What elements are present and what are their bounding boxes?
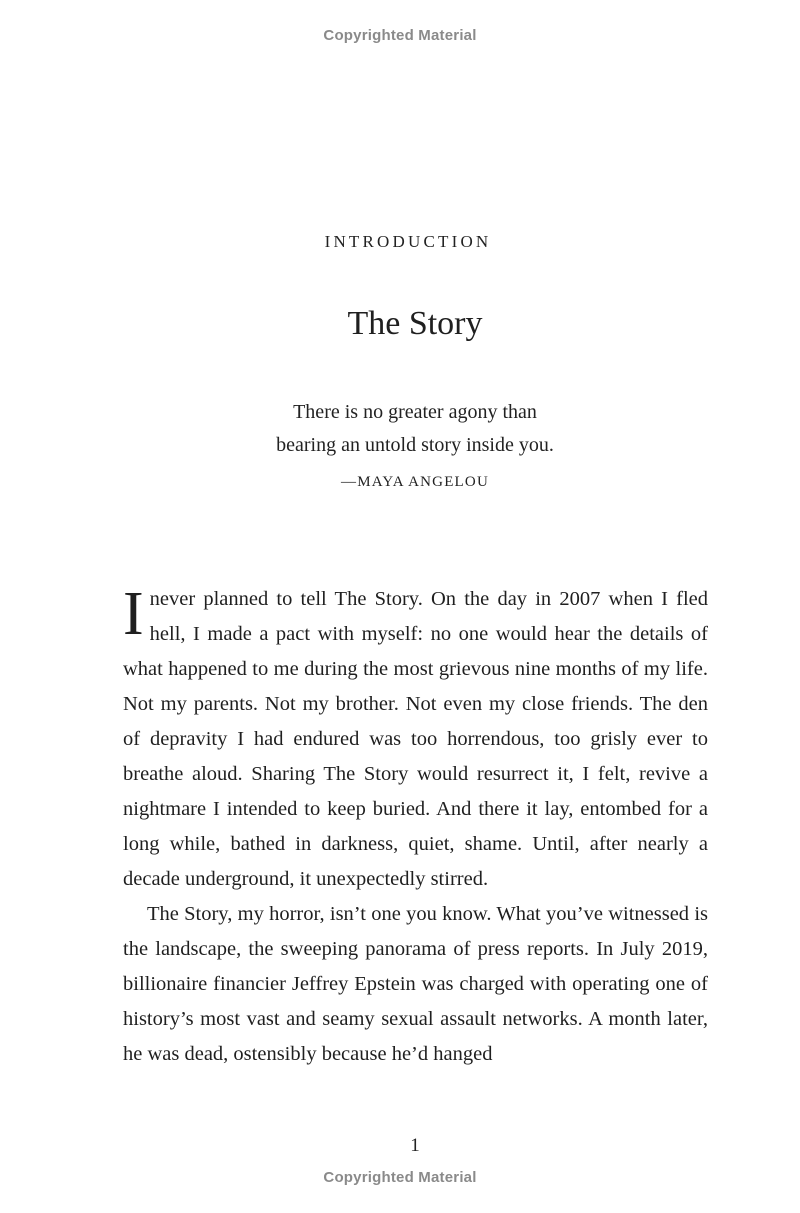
epigraph-line: There is no greater agony than (293, 401, 537, 423)
paragraph: The Story, my horror, isn’t one you know. What you’ve witnessed is the landscape, the sweeping panorama of press reports. In July 2019, billionaire financier Jeffrey Epstein was charged with operating one of history’s most vast and seamy sexual assault networks. A month later, he was dead, ostensibly because he’d hanged (123, 903, 708, 1065)
copyright-watermark-bottom: Copyrighted Material (323, 1169, 477, 1186)
paragraph-text: never planned to tell The Story. On the day in 2007 when I fled hell, I made a pact with myself: no one would hear the details of what happened to me during the most grievous nine months of my life. Not my parents. Not my brother. Not even my close friends. The den of depravity I had endured was too horrendous, too grisly ever to breathe aloud. Sharing The Story would resurrect it, I felt, revive a nightmare I intended to keep buried. And there it lay, entombed for a long while, bathed in darkness, quiet, shame. Until, after nearly a decade underground, it unexpectedly stirred. (123, 588, 708, 890)
copyright-watermark-top: Copyrighted Material (323, 27, 477, 44)
page-number: 1 (410, 1135, 420, 1156)
body-text (123, 582, 708, 1072)
chapter-title: The Story (347, 305, 483, 342)
paragraph (123, 582, 708, 897)
chapter-label: INTRODUCTION (324, 232, 492, 251)
epigraph-line: bearing an untold story inside you. (276, 434, 554, 456)
epigraph (0, 396, 800, 462)
epigraph-attribution: —MAYA ANGELOU (341, 474, 489, 490)
drop-cap: I (123, 580, 144, 648)
